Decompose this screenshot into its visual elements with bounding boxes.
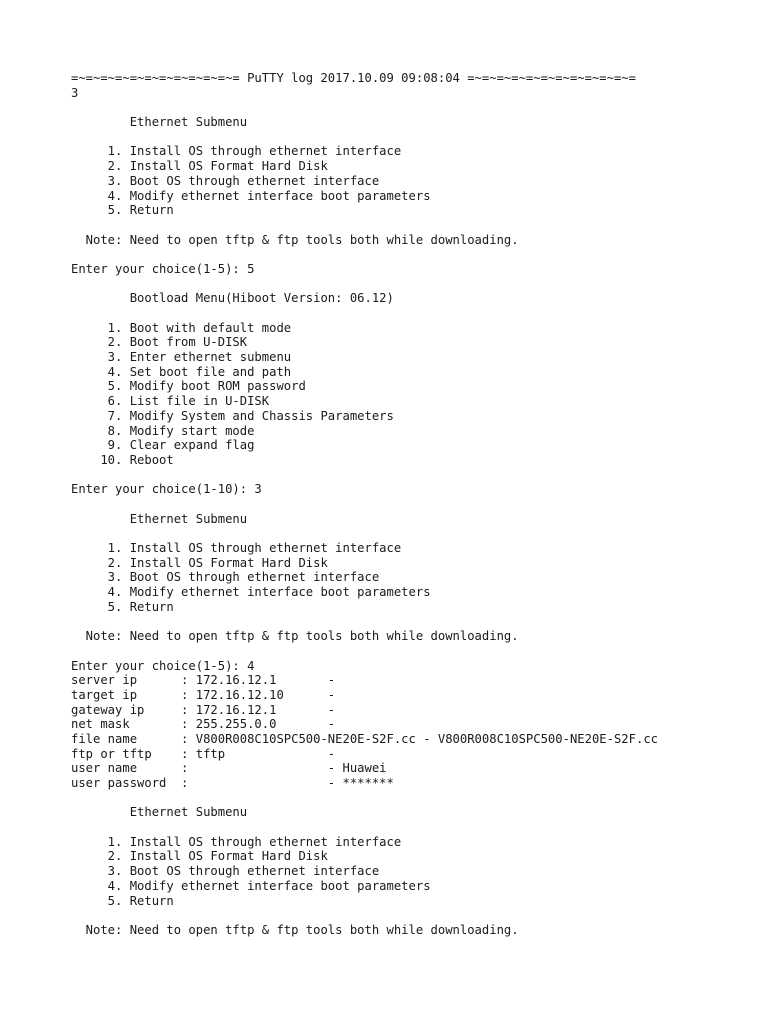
- log-line: 1. Install OS through ethernet interface: [71, 834, 402, 849]
- log-line: 5. Return: [71, 203, 174, 218]
- log-line: Enter your choice(1-5): 4: [71, 658, 255, 673]
- log-line: 4. Set boot file and path: [71, 364, 292, 379]
- log-line: 6. List file in U-DISK: [71, 394, 270, 409]
- log-line: 9. Clear expand flag: [71, 438, 255, 453]
- log-line: 5. Modify boot ROM password: [71, 379, 306, 394]
- log-line: [71, 908, 658, 923]
- log-line: Enter your choice(1-10): 3: [71, 482, 262, 497]
- log-line: 3: [71, 85, 79, 100]
- log-line: Note: Need to open tftp & ftp tools both while downloading.: [71, 629, 519, 644]
- log-line: user password : - *******: [71, 776, 394, 790]
- log-line: user name : - Huawei: [71, 761, 387, 776]
- log-line: 3. Boot OS through ethernet interface: [71, 173, 380, 188]
- log-line: [71, 526, 658, 541]
- log-line: 2. Boot from U-DISK: [71, 335, 248, 350]
- log-line: Ethernet Submenu: [71, 115, 248, 130]
- log-line: [71, 497, 658, 512]
- log-line: [71, 218, 658, 233]
- log-line: 2. Install OS Format Hard Disk: [71, 555, 328, 570]
- log-line: net mask : 255.255.0.0 -: [71, 717, 336, 732]
- log-line: [71, 130, 658, 145]
- log-line: 4. Modify ethernet interface boot parameters: [71, 585, 431, 600]
- log-line: Note: Need to open tftp & ftp tools both while downloading.: [71, 922, 519, 937]
- log-line: Ethernet Submenu: [71, 805, 248, 820]
- log-header-line: =~=~=~=~=~=~=~=~=~=~=~= PuTTY log 2017.10.09 09:08:04 =~=~=~=~=~=~=~=~=~=~=~=: [71, 71, 636, 85]
- log-line: 1. Install OS through ethernet interface: [71, 541, 402, 555]
- log-line: 8. Modify start mode: [71, 423, 255, 438]
- terminal-log: [71, 71, 658, 938]
- log-line: server ip : 172.16.12.1 -: [71, 673, 336, 688]
- log-line: 10. Reboot: [71, 452, 174, 467]
- log-line: file name : V800R008C10SPC500-NE20E-S2F.cc - V800R008C10SPC500-NE20E-S2F.cc: [71, 731, 658, 746]
- log-line: 5. Return: [71, 599, 174, 614]
- log-line: ftp or tftp : tftp -: [71, 746, 336, 761]
- log-line: Note: Need to open tftp & ftp tools both while downloading.: [71, 232, 519, 247]
- log-line: gateway ip : 172.16.12.1 -: [71, 702, 336, 717]
- log-line: [71, 614, 658, 629]
- log-line: [71, 644, 658, 659]
- log-line: 3. Boot OS through ethernet interface: [71, 570, 380, 585]
- log-line: [71, 468, 658, 483]
- log-line: 2. Install OS Format Hard Disk: [71, 849, 328, 864]
- log-line: Ethernet Submenu: [71, 511, 248, 526]
- log-line: [71, 277, 658, 292]
- log-line: 4. Modify ethernet interface boot parameters: [71, 188, 431, 203]
- log-line: Enter your choice(1-5): 5: [71, 261, 255, 276]
- log-line: 3. Boot OS through ethernet interface: [71, 864, 380, 879]
- log-line: Bootload Menu(Hiboot Version: 06.12): [71, 291, 394, 306]
- log-line: 7. Modify System and Chassis Parameters: [71, 408, 394, 423]
- log-line: target ip : 172.16.12.10 -: [71, 687, 336, 702]
- log-line: 1. Install OS through ethernet interface: [71, 144, 402, 159]
- log-line: 1. Boot with default mode: [71, 320, 292, 335]
- log-line: [71, 100, 658, 115]
- log-line: [71, 820, 658, 835]
- log-line: [71, 247, 658, 262]
- log-line: 4. Modify ethernet interface boot parameters: [71, 878, 431, 893]
- log-line: 3. Enter ethernet submenu: [71, 350, 292, 365]
- log-line: [71, 791, 658, 806]
- log-line: [71, 306, 658, 321]
- log-line: 2. Install OS Format Hard Disk: [71, 159, 328, 174]
- log-line: 5. Return: [71, 893, 174, 908]
